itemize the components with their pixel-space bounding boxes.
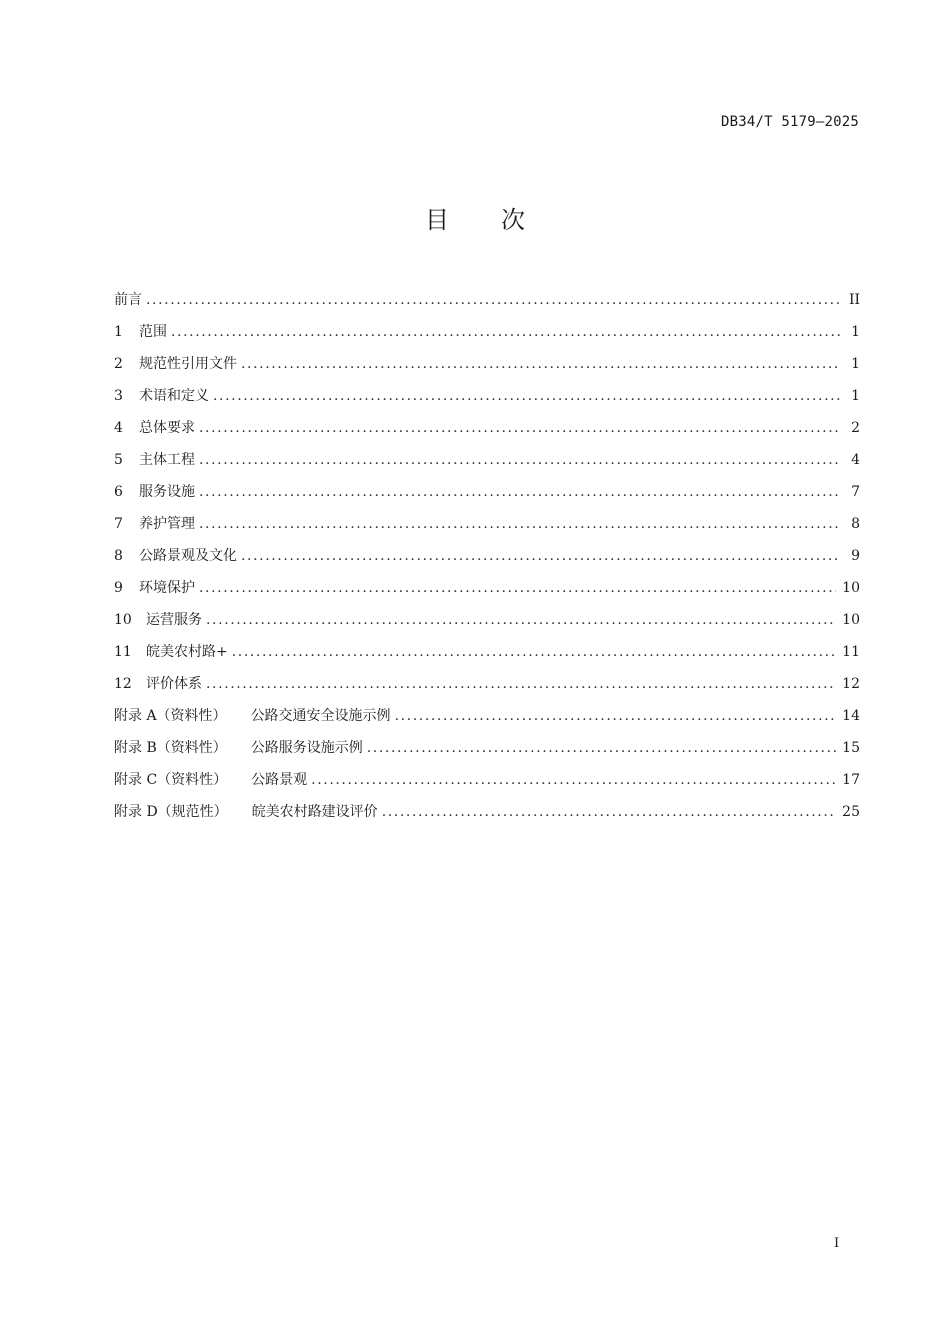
toc-entry-appendix-a[interactable] (114, 705, 860, 737)
toc-entry-appendix-b[interactable] (114, 737, 860, 769)
toc-entry-label: 总体要求 (139, 420, 195, 436)
toc-entry-label: 术语和定义 (139, 388, 209, 404)
toc-appendix-label: 附录 B（资料性） (114, 740, 227, 756)
toc-appendix-label: 附录 A（资料性） (114, 708, 227, 724)
toc-entry-appendix-c[interactable] (114, 769, 860, 801)
toc-entry-number: 10 (114, 612, 132, 628)
toc-appendix-title: 公路交通安全设施示例 (250, 708, 391, 724)
toc-entry-page: 1 (851, 324, 860, 340)
toc-entry-2[interactable] (114, 353, 860, 385)
toc-dot-leader (206, 676, 836, 692)
toc-entry-page: 11 (842, 644, 860, 660)
toc-entry-label: 公路景观及文化 (139, 548, 237, 564)
toc-entry-page: II (848, 292, 860, 308)
toc-entry-6[interactable] (114, 481, 860, 513)
toc-entry-10[interactable] (114, 609, 860, 641)
toc-entry-number: 5 (114, 452, 123, 468)
toc-entry-number: 8 (114, 548, 123, 564)
toc-entry-label: 前言 (114, 292, 142, 308)
toc-dot-leader (311, 772, 836, 788)
toc-entry-8[interactable] (114, 545, 860, 577)
toc-entry-page: 8 (851, 516, 860, 532)
toc-dot-leader (199, 452, 840, 468)
toc-entry-page: 7 (851, 484, 860, 500)
toc-dot-leader (146, 292, 840, 308)
toc-entry-number: 3 (114, 388, 123, 404)
toc-entry-12[interactable] (114, 673, 860, 705)
toc-appendix-label: 附录 D（规范性） (114, 804, 228, 820)
toc-entry-page: 9 (851, 548, 860, 564)
toc-entry-label: 环境保护 (139, 580, 195, 596)
toc-dot-leader (213, 388, 840, 404)
toc-entry-4[interactable] (114, 417, 860, 449)
toc-entry-number: 6 (114, 484, 123, 500)
toc-entry-number: 9 (114, 580, 123, 596)
toc-dot-leader (241, 548, 840, 564)
toc-entry-label: 养护管理 (139, 516, 195, 532)
toc-entry-page: 25 (842, 804, 860, 820)
toc-entry-1[interactable] (114, 321, 860, 353)
toc-entry-label: 范围 (139, 324, 167, 340)
toc-entry-page: 12 (842, 676, 860, 692)
toc-entry-page: 1 (851, 388, 860, 404)
toc-title (0, 200, 950, 235)
toc-entry-number: 1 (114, 324, 123, 340)
toc-entry-number: 4 (114, 420, 123, 436)
toc-entry-page: 14 (842, 708, 860, 724)
toc-entry-label: 规范性引用文件 (139, 356, 237, 372)
page-number: I (834, 1236, 840, 1251)
toc-entry-number: 7 (114, 516, 123, 532)
toc-dot-leader (199, 516, 840, 532)
toc-entry-label: 服务设施 (139, 484, 195, 500)
toc-dot-leader (199, 420, 840, 436)
toc-entry-11[interactable] (114, 641, 860, 673)
toc-entry-number: 12 (114, 676, 132, 692)
toc-appendix-label: 附录 C（资料性） (114, 772, 228, 788)
toc-entry-number: 11 (114, 644, 132, 660)
toc-entry-7[interactable] (114, 513, 860, 545)
toc-entry-foreword[interactable] (114, 289, 860, 321)
toc-entry-page: 17 (842, 772, 860, 788)
toc-appendix-title: 皖美农村路建设评价 (251, 804, 378, 820)
toc-dot-leader (171, 324, 840, 340)
toc-entry-5[interactable] (114, 449, 860, 481)
toc-entry-page: 4 (851, 452, 860, 468)
toc-dot-leader (232, 644, 836, 660)
toc-entry-page: 1 (851, 356, 860, 372)
toc-dot-leader (199, 580, 836, 596)
toc-appendix-title: 公路景观 (251, 772, 308, 788)
toc-dot-leader (206, 612, 836, 628)
toc-entry-3[interactable] (114, 385, 860, 417)
toc-entry-label: 皖美农村路+ (146, 644, 228, 660)
toc-entry-label: 运营服务 (146, 612, 202, 628)
toc-dot-leader (367, 740, 836, 756)
toc-title-char-1: 目 (425, 206, 449, 234)
toc-dot-leader (382, 804, 836, 820)
table-of-contents (114, 289, 860, 833)
toc-entry-label: 主体工程 (139, 452, 195, 468)
toc-entry-appendix-d[interactable] (114, 801, 860, 833)
document-number: DB34/T 5179—2025 (720, 114, 859, 130)
toc-entry-page: 10 (842, 580, 860, 596)
toc-appendix-title: 公路服务设施示例 (250, 740, 363, 756)
toc-entry-9[interactable] (114, 577, 860, 609)
toc-entry-number: 2 (114, 356, 123, 372)
toc-title-char-2: 次 (501, 206, 525, 234)
toc-entry-page: 2 (851, 420, 860, 436)
toc-dot-leader (241, 356, 840, 372)
toc-entry-page: 15 (842, 740, 860, 756)
toc-entry-page: 10 (842, 612, 860, 628)
toc-dot-leader (199, 484, 840, 500)
toc-entry-label: 评价体系 (146, 676, 202, 692)
toc-dot-leader (395, 708, 837, 724)
